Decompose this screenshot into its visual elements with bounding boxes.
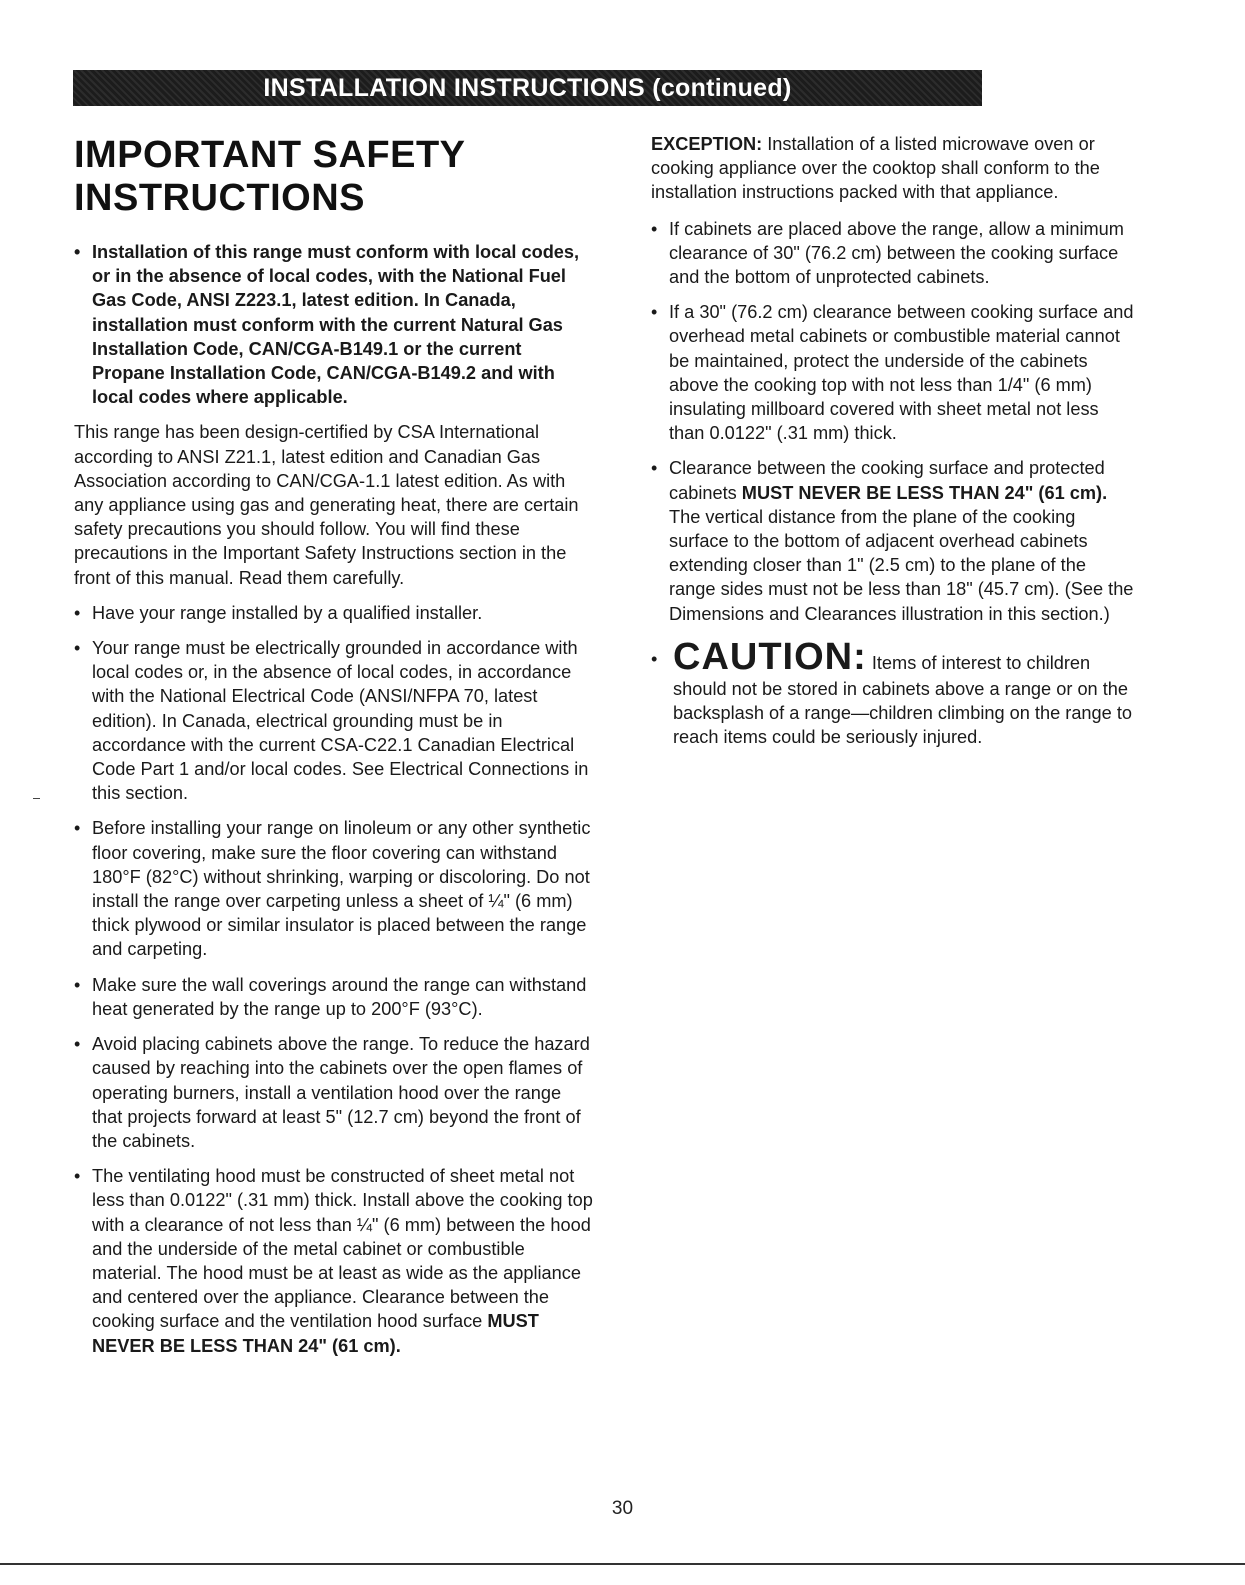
- list-item-avoid-cabinets: [74, 1032, 594, 1153]
- list-item-protected-cabinets: [651, 456, 1136, 625]
- list-item-text: If a 30" (76.2 cm) clearance between cooking surface and overhead metal cabinets or combustible material cannot be maintained, protect the underside of the cabinets above the cooking top with not less than 1/4" (6 mm) insulating millboard covered with sheet metal not less than 0.0122" (.31 mm) thick.: [669, 302, 1134, 444]
- list-item-text: Have your range installed by a qualified installer.: [92, 602, 483, 623]
- certification-paragraph: This range has been design-certified by CSA International according to ANSI Z21.1, latest edition and Canadian Gas Association according to CAN/CGA-1.1 latest edition. As with any appliance using gas and generating heat, there are certain safety precautions you should follow. You will find these precautions in the Important Safety Instructions section in the front of this manual. Read them carefully.: [74, 422, 579, 588]
- list-item-text: Avoid placing cabinets above the range. To reduce the hazard caused by reaching into the cabinets over the open flames of operating burners, install a ventilation hood over the range that projects forward at least 5" (12.7 cm) beyond the front of the cabinets.: [92, 1034, 590, 1151]
- list-item-text: Make sure the wall coverings around the range can withstand heat generated by the range up to 200°F (93°C).: [92, 974, 587, 1019]
- right-column: [651, 132, 1136, 749]
- list-item-floor-covering: [74, 816, 594, 961]
- bullet-glyph: •: [651, 218, 658, 239]
- list-item-local-codes: [74, 240, 594, 409]
- list-item-millboard: [651, 300, 1136, 445]
- heading-line-1: IMPORTANT SAFETY: [74, 134, 466, 176]
- list-item-text: Before installing your range on linoleum or any other synthetic floor covering, make sure the floor covering can withstand 180°F (82°C) without shrinking, warping or discoloring. Do not install the range over carpeting unless a sheet of ¼" (6 mm) thick plywood or similar insulator is placed between the range and carpeting.: [92, 818, 591, 960]
- bullet-glyph: •: [74, 1034, 81, 1055]
- bullet-glyph: •: [74, 602, 81, 623]
- bullet-glyph: •: [74, 974, 81, 995]
- bullet-glyph: •: [74, 1166, 81, 1187]
- bullet-glyph: •: [651, 302, 658, 323]
- page-heading: [74, 134, 594, 220]
- list-item-text: Your range must be electrically grounded in accordance with local codes or, in the absence of local codes, in accordance with the National Electrical Code (ANSI/NFPA 70, latest edition). In Canada, electrical grounding must be in accordance with the current CSA-C22.1 Canadian Electrical Code Part 1 and/or local codes. See Electrical Connections in this section.: [92, 638, 589, 804]
- list-item-grounding: [74, 636, 594, 805]
- bullet-glyph: •: [74, 242, 81, 262]
- bullet-glyph: •: [651, 648, 658, 669]
- list-item-text-continued: The vertical distance from the plane of the cooking surface to the bottom of adjacent overhead cabinets extending closer than 1" (2.5 cm) to the plane of the range sides must not be less than 18" (45.7 cm). (See the Dimensions and Clearances illustration in this section.): [669, 506, 1134, 624]
- list-item-bold-text: MUST NEVER BE LESS THAN 24" (61 cm).: [92, 1311, 539, 1356]
- exception-label: EXCEPTION:: [651, 134, 763, 154]
- caution-text: Items of interest to children should not be stored in cabinets above a range or on the backsplash of a range—children climbing on the range to reach items could be seriously injured.: [673, 652, 1133, 748]
- section-header-bar: [73, 70, 982, 106]
- margin-mark: [33, 798, 40, 799]
- section-header-title: INSTALLATION INSTRUCTIONS (continued): [263, 73, 792, 102]
- list-item-text: Clearance between the cooking surface and protected cabinets: [669, 458, 1105, 503]
- bottom-rule: [0, 1563, 1245, 1565]
- list-item-wall-coverings: [74, 973, 594, 1021]
- page-number: 30: [611, 1498, 634, 1519]
- list-item-text: The ventilating hood must be constructed of sheet metal not less than 0.0122" (.31 mm) thick. Install above the cooking top with a clearance of not less than ¼" (6 mm) between the hood and the underside of the metal cabinet or combustible material. The hood must be at least as wide as the appliance and centered over the appliance. Clearance between the cooking surface and the ventilation hood surface: [92, 1166, 593, 1332]
- list-item-bold-text: MUST NEVER BE LESS THAN 24" (61 cm).: [741, 482, 1108, 503]
- list-item-ventilating-hood: [74, 1164, 594, 1358]
- bullet-glyph: •: [74, 818, 81, 839]
- list-item-text: If cabinets are placed above the range, allow a minimum clearance of 30" (76.2 cm) between the cooking surface and the bottom of unprotected cabinets.: [669, 218, 1124, 288]
- list-item-minimum-clearance: [651, 217, 1136, 290]
- exception-text: Installation of a listed microwave oven or cooking appliance over the cooktop shall conform to the installation instructions packed with that appliance.: [651, 134, 1100, 203]
- heading-line-2: INSTRUCTIONS: [74, 177, 365, 219]
- caution-notice: [651, 637, 1136, 750]
- bullet-glyph: •: [651, 458, 658, 479]
- list-item-text: Installation of this range must conform with local codes, or in the absence of local codes, with the National Fuel Gas Code, ANSI Z223.1, latest edition. In Canada, installation must conform with the current Natural Gas Installation Code, CAN/CGA-B149.1 or the current Propane Installation Code, CAN/CGA-B149.2 and with local codes where applicable.: [92, 242, 580, 408]
- exception-paragraph: [651, 132, 1136, 205]
- caution-label: CAUTION:: [673, 635, 867, 678]
- left-column: [74, 134, 594, 1369]
- bullet-glyph: •: [74, 638, 81, 659]
- list-item-installer: [74, 601, 594, 625]
